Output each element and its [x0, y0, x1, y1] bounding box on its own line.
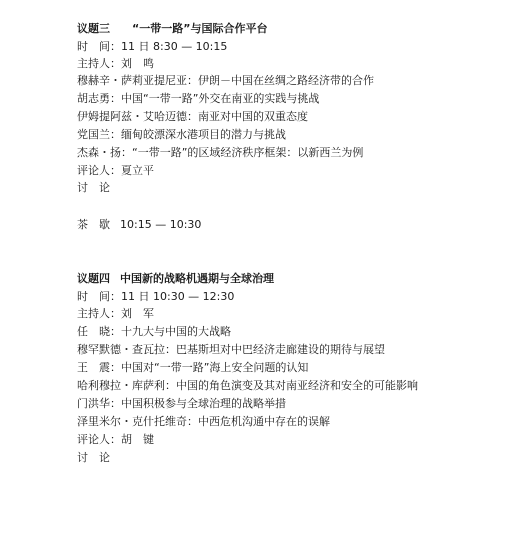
session4-speaker-3: 王 震：中国对“一带一路”海上安全问题的认知	[77, 361, 309, 374]
session4-speaker-5: 门洪华：中国积极参与全球治理的战略举措	[77, 397, 286, 410]
session4-title-text: 中国新的战略机遇期与全球治理	[120, 272, 274, 285]
session3-title-label: 议题三	[77, 22, 110, 35]
session4-speaker-2: 穆罕默德・查瓦拉：巴基斯坦对中巴经济走廊建设的期待与展望	[77, 343, 385, 356]
session3-discussion: 讨 论	[77, 181, 110, 194]
tea-break-label: 茶 歇	[77, 218, 110, 231]
session3-speaker-4: 党国兰：缅甸皎漂深水港项目的潜力与挑战	[77, 128, 286, 141]
session3-chair: 主持人：刘 鸣	[77, 57, 154, 70]
session4-chair: 主持人：刘 军	[77, 307, 154, 320]
session3-speaker-1: 穆赫辛・萨莉亚提尼亚：伊朗－中国在丝绸之路经济带的合作	[77, 74, 374, 87]
session4-speaker-4: 哈利穆拉・库萨利：中国的角色演变及其对南亚经济和安全的可能影响	[77, 379, 418, 392]
tea-break	[77, 218, 201, 232]
session3-speaker-5: 杰森・扬：“一带一路”的区域经济秩序框架：以新西兰为例	[77, 146, 364, 159]
session4-title-label: 议题四	[77, 272, 110, 285]
session4-discussant: 评论人：胡 键	[77, 433, 154, 446]
session4-speaker-1: 任 晓：十九大与中国的大战略	[77, 325, 231, 338]
session4-speaker-6: 泽里米尔・克什托维奇：中西危机沟通中存在的误解	[77, 415, 330, 428]
session3-speaker-2: 胡志勇：中国“一带一路”外交在南亚的实践与挑战	[77, 92, 320, 105]
session4-discussion: 讨 论	[77, 451, 110, 464]
session3-title	[77, 22, 267, 36]
session3-speaker-3: 伊姆提阿兹・艾哈迈德：南亚对中国的双重态度	[77, 110, 308, 123]
session4-time: 时 间：11 日 10:30 — 12:30	[77, 290, 235, 303]
session3-discussant: 评论人：夏立平	[77, 164, 154, 177]
tea-break-time: 10:15 — 10:30	[120, 218, 202, 231]
session3-time: 时 间：11 日 8:30 — 10:15	[77, 40, 228, 53]
session3-title-text: “一带一路”与国际合作平台	[132, 22, 268, 35]
session4-title	[77, 272, 274, 286]
